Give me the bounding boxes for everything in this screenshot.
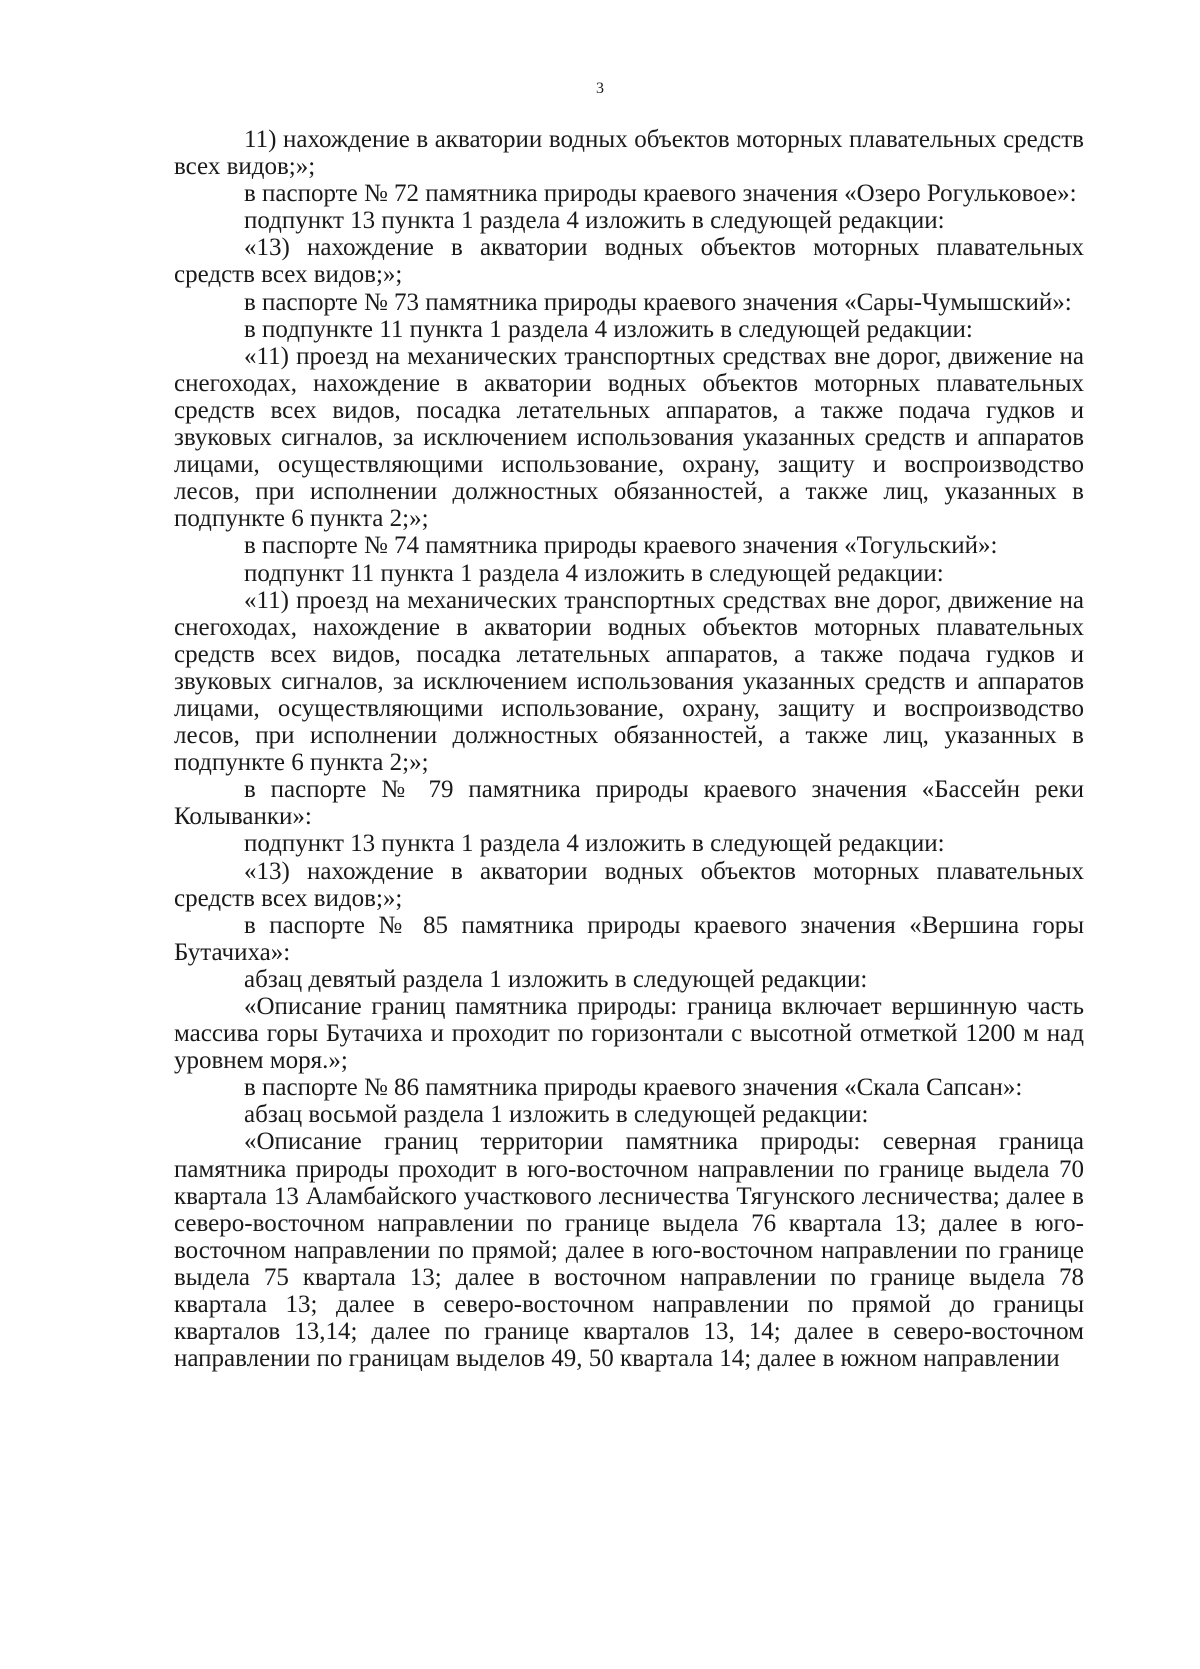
paragraph: подпункт 13 пункта 1 раздела 4 изложить в следующей редакции: [244,830,945,858]
paragraph: подпункт 11 пункта 1 раздела 4 изложить в следующей редакции: [244,559,944,587]
paragraph: «11) проезд на механических транспортных средствах вне дорог, движение на снегоходах, нахождение в акватории водных объектов моторных плавательных средств всех видов, посадка летательных аппаратов, а также подача гудков и звуковых сигналов, за исключением использования указанных средств и аппаратов лицами, осуществляющими использование, охрану, защиту и воспроизводство лесов, при исполнении должностных обязанностей, а также лиц, указанных в подпункте 6 пункта 2;»; [174,586,1084,777]
paragraph: «11) проезд на механических транспортных средствах вне дорог, движение на снегоходах, нахождение в акватории водных объектов моторных плавательных средств всех видов, посадка летательных аппаратов, а также подача гудков и звуковых сигналов, за исключением использования указанных средств и аппаратов лицами, осуществляющими использование, охрану, защиту и воспроизводство лесов, при исполнении должностных обязанностей, а также лиц, указанных в подпункте 6 пункта 2;»; [174,342,1084,533]
paragraph: в паспорте № 85 памятника природы краевого значения «Вершина горы Бутачиха»: [174,911,1084,966]
paragraph: абзац девятый раздела 1 изложить в следующей редакции: [244,965,868,993]
paragraph: «Описание границ территории памятника природы: северная граница памятника природы проходит в юго-восточном направлении по границе выдела 70 квартала 13 Аламбайского участкового лесничества Тягунского лесничества; далее в северо-восточном направлении по границе выдела 76 квартала 13; далее в юго-восточном направлении по прямой; далее в юго-восточном направлении по границе выдела 75 квартала 13; далее в восточном направлении по границе выдела 78 квартала 13; далее в северо-восточном направлении по прямой до границы кварталов 13,14; далее по границе кварталов 13, 14; далее в северо-восточном направлении по границам выделов 49, 50 квартала 14; далее в южном направлении [174,1128,1084,1373]
document-body [174,126,1084,1372]
paragraph: абзац восьмой раздела 1 изложить в следующей редакции: [244,1101,869,1129]
paragraph: в паспорте № 74 памятника природы краевого значения «Тогульский»: [244,532,998,560]
paragraph: в подпункте 11 пункта 1 раздела 4 изложить в следующей редакции: [244,315,973,343]
paragraph: в паспорте № 72 памятника природы краевого значения «Озеро Рогульковое»: [244,180,1077,208]
page-number: 3 [596,80,604,97]
paragraph: «13) нахождение в акватории водных объектов моторных плавательных средств всех видов;»; [174,857,1084,912]
paragraph: «Описание границ памятника природы: граница включает вершинную часть массива горы Бутачиха и проходит по горизонтали с высотной отметкой 1200 м над уровнем моря.»; [174,993,1084,1075]
paragraph: в паспорте № 79 памятника природы краевого значения «Бассейн реки Колыванки»: [174,776,1084,831]
paragraph: 11) нахождение в акватории водных объектов моторных плавательных средств всех видов;»; [174,126,1084,181]
paragraph: в паспорте № 73 памятника природы краевого значения «Сары-Чумышский»: [244,288,1072,316]
paragraph: в паспорте № 86 памятника природы краевого значения «Скала Сапсан»: [244,1074,1023,1102]
paragraph: подпункт 13 пункта 1 раздела 4 изложить в следующей редакции: [244,207,945,235]
paragraph: «13) нахождение в акватории водных объектов моторных плавательных средств всех видов;»; [174,234,1084,289]
